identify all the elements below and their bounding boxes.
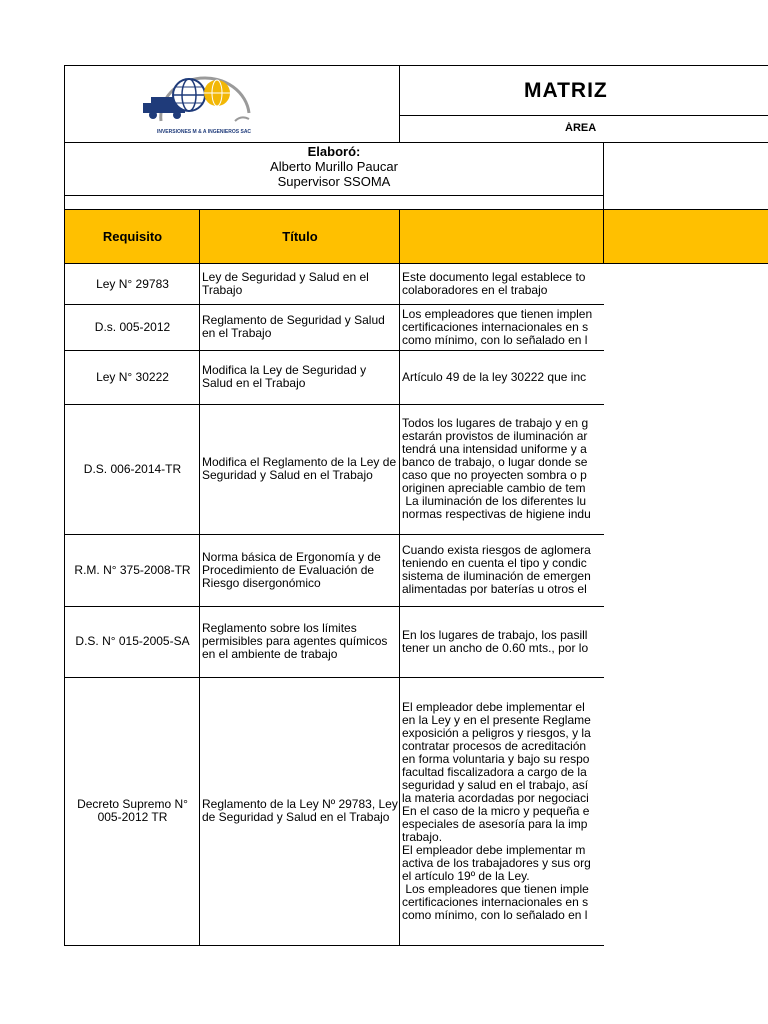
table-row-5-requisito: R.M. N° 375-2008-TR [64,534,200,607]
area-cell [399,115,768,143]
elaboro-role: Supervisor SSOMA [277,174,391,189]
table-row-5-descripcion: Cuando exista riesgos de aglomera teniendo en cuenta el tipo y condic sistema de iluminación de emergen alimentadas por baterías u otros el [399,534,604,607]
table-row-7-requisito: Decreto Supremo N° 005-2012 TR [64,677,200,946]
logo-cell [64,65,400,143]
table-row-2-descripcion: Los empleadores que tienen implen certificaciones internacionales en s como mínimo, con lo señalado en l [399,304,604,351]
logo-text: INVERSIONES M & A INGENIEROS SAC [156,129,252,135]
area-label: ÁREA [565,122,597,134]
table-row-3-descripcion: Artículo 49 de la ley 30222 que inc [399,350,604,405]
col-header-requisito: Requisito [64,210,200,263]
spacer-row [64,195,604,210]
table-row-4-descripcion: Todos los lugares de trabajo y en g estarán provistos de iluminación ar tendrá una intensidad uniforme y a banco de trabajo, o lugar donde se caso que no proyecten sombra o p originen apreciable cambio de tem La iluminación de los diferentes lu normas respectivas de higiene indu [399,404,604,535]
table-row-3-requisito: Ley N° 30222 [64,350,200,405]
matrix-title: MATRIZ [524,79,608,102]
table-row-1-requisito: Ley N° 29783 [64,264,200,305]
table-row-1-titulo: Ley de Seguridad y Salud en el Trabajo [199,264,400,305]
elaboro-label: Elaboró: [307,144,361,159]
col-header-descripcion [399,210,604,263]
table-row-7-titulo: Reglamento de la Ley Nº 29783, Ley de Seguridad y Salud en el Trabajo [199,677,400,946]
table-row-4-titulo: Modifica el Reglamento de la Ley de Seguridad y Salud en el Trabajo [199,404,400,535]
table-row-2-titulo: Reglamento de Seguridad y Salud en el Trabajo [199,304,400,351]
table-row-6-titulo: Reglamento sobre los límites permisibles para agentes químicos en el ambiente de trabajo [199,606,400,678]
company-logo [139,69,269,141]
table-row-7-descripcion: El empleador debe implementar el en la Ley y en el presente Reglame exposición a peligros y riesgos, y la contratar procesos de acreditación en forma voluntaria y bajo su respo facultad fiscalizadora a cargo de la seguridad y salud en el trabajo, así la materia acordadas por negociaci En el caso de la micro y pequeña e especiales de asesoría para la imp trabajo. El empleador debe implementar m activa de los trabajadores y sus org el artículo 19º de la Ley. Los empleadores que tienen imple certificaciones internacionales en s como mínimo, con lo señalado en l [399,677,604,946]
table-row-6-descripcion: En los lugares de trabajo, los pasill tener un ancho de 0.60 mts., por lo [399,606,604,678]
col-header-titulo: Título [199,210,400,263]
table-body [64,264,604,946]
table-row-3-titulo: Modifica la Ley de Seguridad y Salud en el Trabajo [199,350,400,405]
table-row-5-titulo: Norma básica de Ergonomía y de Procedimiento de Evaluación de Riesgo disergonómico [199,534,400,607]
table-row-4-requisito: D.S. 006-2014-TR [64,404,200,535]
title-cell [399,65,768,116]
elaboro-cell [64,142,604,196]
elaboro-name: Alberto Murillo Paucar [270,159,398,174]
table-row-6-requisito: D.S. N° 015-2005-SA [64,606,200,678]
table-row-2-requisito: D.s. 005-2012 [64,304,200,351]
table-row-1-descripcion: Este documento legal establece to colaboradores en el trabajo [399,264,604,305]
